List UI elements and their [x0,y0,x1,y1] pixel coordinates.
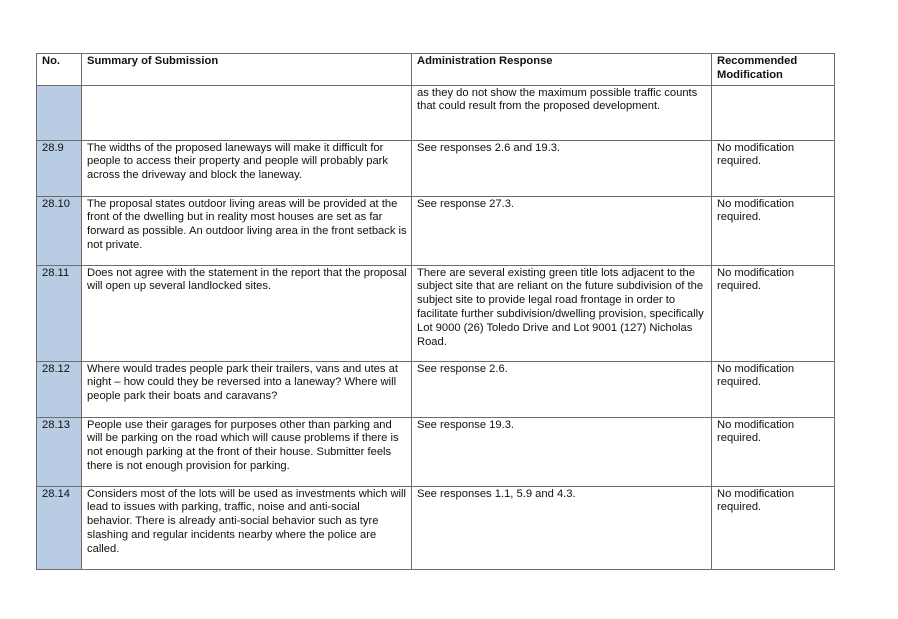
header-modification: Recommended Modification [712,54,835,86]
row-response: See response 19.3. [412,417,712,486]
row-modification: No modification required. [712,486,835,569]
table-row [37,417,835,486]
table-row [37,196,835,265]
row-summary: The widths of the proposed laneways will make it difficult for people to access their property and people will probably park across the driveway and block the laneway. [82,140,412,196]
row-number: 28.9 [37,140,82,196]
row-response: as they do not show the maximum possible traffic counts that could result from the proposed development. [412,85,712,140]
row-modification: No modification required. [712,196,835,265]
table-row [37,85,835,140]
submissions-table [36,53,835,570]
row-summary: Considers most of the lots will be used as investments which will lead to issues with parking, traffic, noise and anti-social behavior. There is already anti-social behavior such as tyre slashing and regular incidents nearby where the police are called. [82,486,412,569]
row-modification: No modification required. [712,265,835,361]
row-number: 28.14 [37,486,82,569]
row-response: See response 27.3. [412,196,712,265]
header-row [37,54,835,86]
row-modification [712,85,835,140]
row-response: See responses 2.6 and 19.3. [412,140,712,196]
table-row [37,486,835,569]
row-summary: Where would trades people park their trailers, vans and utes at night – how could they be reversed into a laneway? Where will people park their boats and caravans? [82,361,412,417]
row-number: 28.13 [37,417,82,486]
row-number: 28.11 [37,265,82,361]
row-summary: People use their garages for purposes other than parking and will be parking on the road which will cause problems if there is not enough parking at the front of their house. Submitter feels there is not enough provision for parking. [82,417,412,486]
row-number: 28.12 [37,361,82,417]
header-no: No. [37,54,82,86]
row-summary: Does not agree with the statement in the report that the proposal will open up several landlocked sites. [82,265,412,361]
row-summary: The proposal states outdoor living areas will be provided at the front of the dwelling but in reality most houses are set as far forward as possible. An outdoor living area in the front setback is not private. [82,196,412,265]
table-row [37,265,835,361]
row-number [37,85,82,140]
row-modification: No modification required. [712,417,835,486]
row-number: 28.10 [37,196,82,265]
row-response: There are several existing green title lots adjacent to the subject site that are reliant on the future subdivision of the subject site to provide legal road frontage in order to facilitate further subdivision/dwelling provision, specifically Lot 9000 (26) Toledo Drive and Lot 9001 (127) Nicholas Road. [412,265,712,361]
row-response: See responses 1.1, 5.9 and 4.3. [412,486,712,569]
row-summary [82,85,412,140]
header-response: Administration Response [412,54,712,86]
table-row [37,361,835,417]
table-row [37,140,835,196]
header-summary: Summary of Submission [82,54,412,86]
row-modification: No modification required. [712,361,835,417]
row-response: See response 2.6. [412,361,712,417]
row-modification: No modification required. [712,140,835,196]
